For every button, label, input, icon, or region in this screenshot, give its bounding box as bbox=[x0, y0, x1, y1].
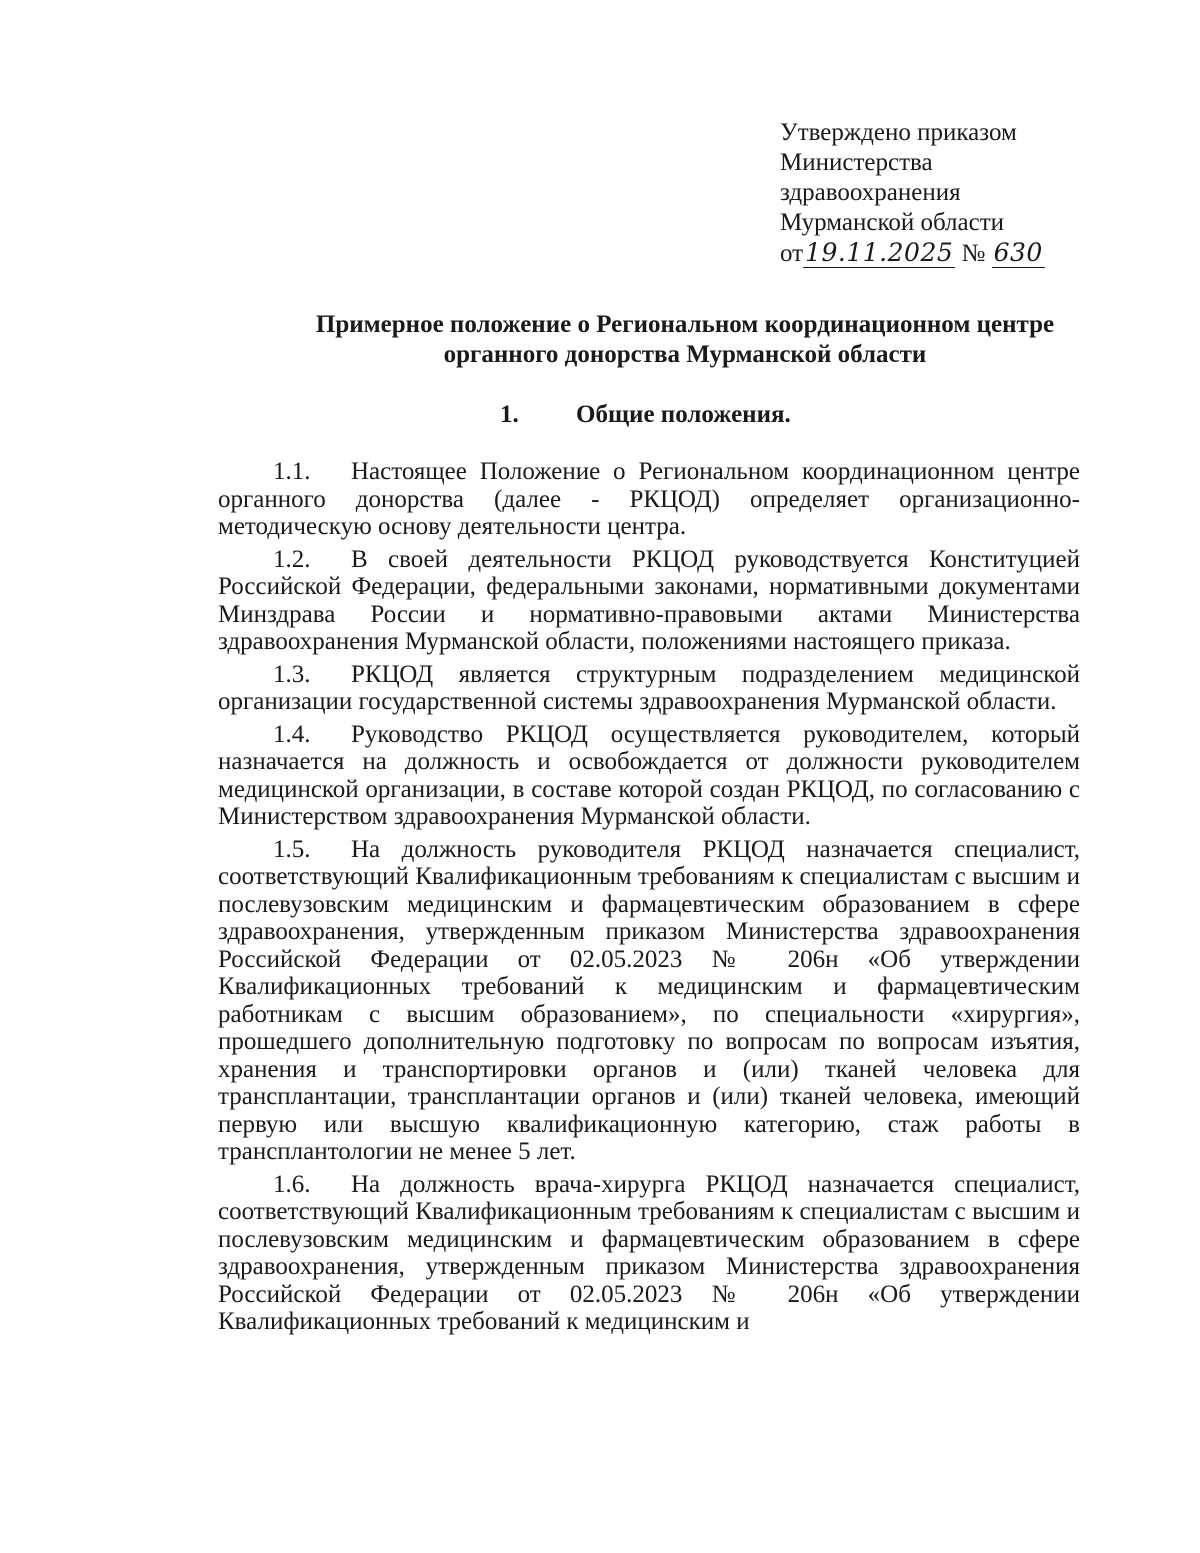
paragraph-number: 1.5. bbox=[273, 835, 311, 863]
paragraph bbox=[218, 458, 1080, 541]
handwritten-date: 19.11.2025 bbox=[805, 238, 954, 267]
section-title: Общие положения. bbox=[576, 401, 791, 428]
document-body bbox=[218, 458, 1080, 1341]
paragraph-number: 1.1. bbox=[273, 458, 311, 485]
paragraph-number: 1.6. bbox=[273, 1170, 311, 1198]
date-prefix: от bbox=[780, 240, 804, 267]
paragraph-text: РКЦОД является структурным подразделением медицинской организации государственной системы здравоохранения Мурманской области. bbox=[218, 660, 1080, 715]
paragraph bbox=[218, 661, 1080, 716]
approval-line: Утверждено приказом bbox=[780, 119, 1017, 146]
paragraph bbox=[218, 721, 1080, 831]
paragraph bbox=[218, 546, 1080, 656]
paragraph-text: Настоящее Положение о Региональном координационном центре органного донорства (далее - РКЦОД) определяет организационно-методическую основу деятельности центра. bbox=[218, 458, 1080, 540]
approval-block bbox=[780, 118, 1100, 269]
paragraph-text: В своей деятельности РКЦОД руководствуется Конституцией Российской Федерации, федеральными законами, нормативными документами Минздрава России и нормативно-правовыми актами Министерства здравоохранения Мурманской области, положениями настоящего приказа. bbox=[218, 545, 1080, 655]
approval-date-line bbox=[780, 238, 1100, 269]
paragraph-number: 1.2. bbox=[273, 545, 311, 573]
section-number: 1. bbox=[500, 401, 519, 428]
paragraph bbox=[218, 836, 1080, 1166]
handwritten-number: 630 bbox=[993, 238, 1043, 267]
number-prefix: № bbox=[961, 240, 986, 267]
paragraph bbox=[218, 1171, 1080, 1336]
paragraph-number: 1.4. bbox=[273, 720, 311, 748]
document-title: Примерное положение о Региональном координационном центре органного донорства Мурманской области bbox=[315, 311, 1055, 368]
approval-line: Министерства bbox=[780, 149, 933, 176]
approval-line: Мурманской области bbox=[780, 209, 1005, 236]
paragraph-text: На должность врача-хирурга РКЦОД назначается специалист, соответствующий Квалификационным требованиям к специалистам с высшим и послевузовским медицинским и фармацевтическим образованием в сфере здравоохранения, утвержденным приказом Министерства здравоохранения Российской Федерации от 02.05.2023 № 206н «Об утверждении Квалификационных требований к медицинским и bbox=[218, 1170, 1080, 1335]
section-heading bbox=[500, 400, 791, 430]
paragraph-text: На должность руководителя РКЦОД назначается специалист, соответствующий Квалификационным требованиям к специалистам с высшим и послевузовским медицинским и фармацевтическим образованием в сфере здравоохранения, утвержденным приказом Министерства здравоохранения Российской Федерации от 02.05.2023 № 206н «Об утверждении Квалификационных требований к медицинским и фармацевтическим работникам с высшим образованием», по специальности «хирургия», прошедшего дополнительную подготовку по вопросам по вопросам изъятия, хранения и транспортировки органов и (или) тканей человека для трансплантации, трансплантации органов и (или) тканей человека, имеющий первую или высшую квалификационную категорию, стаж работы в трансплантологии не менее 5 лет. bbox=[218, 835, 1080, 1165]
paragraph-text: Руководство РКЦОД осуществляется руководителем, который назначается на должность и освобождается от должности руководителем медицинской организации, в составе которой создан РКЦОД, по согласованию с Министерством здравоохранения Мурманской области. bbox=[218, 720, 1080, 830]
paragraph-number: 1.3. bbox=[273, 660, 311, 688]
approval-line: здравоохранения bbox=[780, 179, 961, 206]
